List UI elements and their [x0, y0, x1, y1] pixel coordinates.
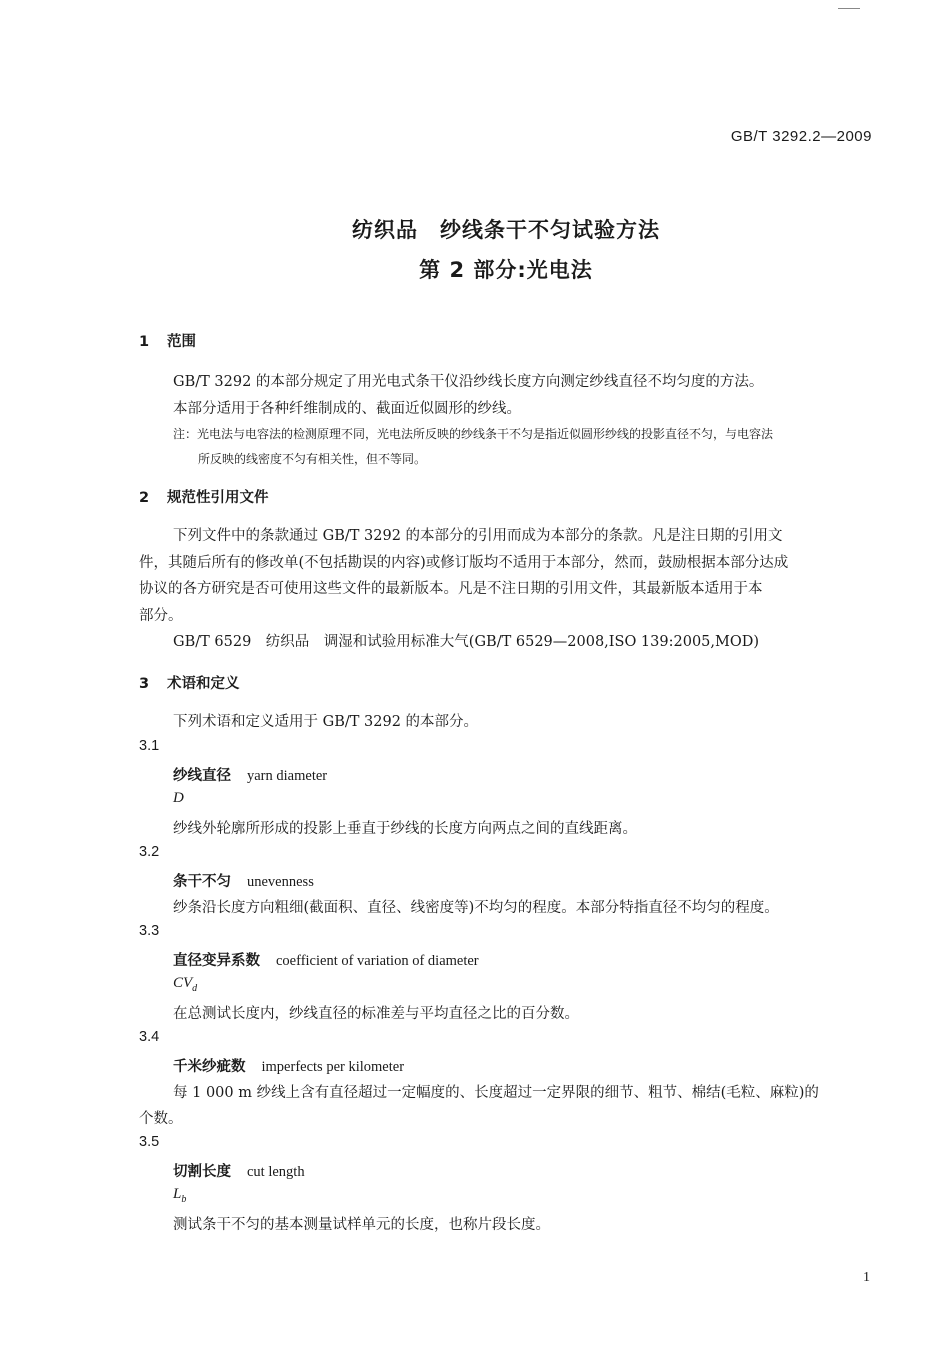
term-3-4-definition-line-1: 每 1 000 m 纱线上含有直径超过一定幅度的、长度超过一定界限的细节、粗节、棉结(毛粒、麻粒)的 — [173, 1085, 819, 1101]
term-3-1: 纱线直径 yarn diameter — [173, 767, 328, 784]
sec1-note-line-2: 所反映的线密度不匀有相关性，但不等同。 — [198, 452, 427, 466]
term-3-1-symbol: D — [173, 790, 184, 806]
scan-mark — [838, 8, 860, 9]
term-3-3-definition: 在总测试长度内，纱线直径的标准差与平均直径之比的百分数。 — [173, 1006, 579, 1022]
term-3-5-definition: 测试条干不匀的基本测量试样单元的长度，也称片段长度。 — [173, 1217, 550, 1233]
term-3-5-number: 3.5 — [139, 1134, 160, 1150]
term-3-4: 千米纱疵数 imperfects per kilometer — [173, 1058, 405, 1075]
term-3-2: 条干不匀 unevenness — [173, 873, 314, 890]
term-3-3: 直径变异系数 coefficient of variation of diameter — [173, 952, 479, 969]
section-1-heading: 1 范围 — [139, 334, 196, 350]
term-3-4-number: 3.4 — [139, 1029, 160, 1045]
title-line-2: 第 2 部分:光电法 — [419, 258, 593, 282]
title-line-1: 纺织品 纱线条干不匀试验方法 — [352, 218, 660, 242]
standard-number: GB/T 3292.2—2009 — [730, 128, 872, 145]
sec2-line-1: 下列文件中的条款通过 GB/T 3292 的本部分的引用而成为本部分的条款。凡是注日期的引用文 — [173, 528, 783, 544]
term-3-1-number: 3.1 — [139, 738, 160, 754]
section-2-heading: 2 规范性引用文件 — [139, 490, 269, 506]
sec2-reference: GB/T 6529 纺织品 调湿和试验用标准大气(GB/T 6529—2008,ISO 139:2005,MOD) — [173, 634, 760, 650]
sec2-line-4: 部分。 — [139, 608, 183, 624]
sec3-intro: 下列术语和定义适用于 GB/T 3292 的本部分。 — [173, 714, 479, 730]
term-3-3-symbol: $CV_d$ — [173, 975, 198, 994]
sec1-paragraph-1: GB/T 3292 的本部分规定了用光电式条干仪沿纱线长度方向测定纱线直径不均匀度的方法。 — [173, 374, 764, 390]
sec2-line-2: 件，其随后所有的修改单(不包括勘误的内容)或修订版均不适用于本部分，然而，鼓励根据本部分达成 — [139, 555, 789, 571]
term-3-2-number: 3.2 — [139, 844, 160, 860]
term-3-4-definition-line-2: 个数。 — [139, 1111, 183, 1127]
sec2-line-3: 协议的各方研究是否可使用这些文件的最新版本。凡是不注日期的引用文件，其最新版本适用于本 — [139, 581, 763, 597]
term-3-5-symbol: $L_b$ — [173, 1186, 187, 1205]
sec1-paragraph-2: 本部分适用于各种纤维制成的、截面近似圆形的纱线。 — [173, 401, 521, 417]
term-3-2-definition: 纱条沿长度方向粗细(截面积、直径、线密度等)不均匀的程度。本部分特指直径不均匀的程度。 — [173, 900, 779, 916]
page-number: 1 — [863, 1270, 870, 1285]
term-3-3-number: 3.3 — [139, 923, 160, 939]
sec1-note-line-1: 注：光电法与电容法的检测原理不同，光电法所反映的纱线条干不匀是指近似圆形纱线的投影直径不匀，与电容法 — [173, 427, 774, 441]
term-3-5: 切割长度 cut length — [173, 1163, 305, 1180]
term-3-1-definition: 纱线外轮廓所形成的投影上垂直于纱线的长度方向两点之间的直线距离。 — [173, 821, 637, 837]
section-3-heading: 3 术语和定义 — [139, 676, 240, 692]
